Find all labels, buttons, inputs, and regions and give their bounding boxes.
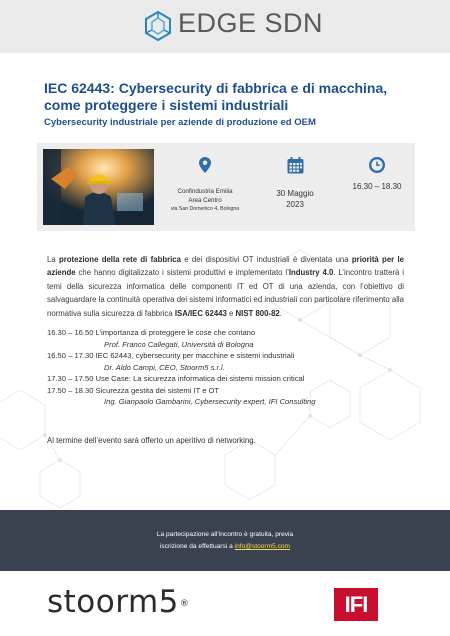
location-address: via San Domenico 4, Bologna xyxy=(170,206,240,212)
intro-paragraph xyxy=(47,253,404,320)
intro-bold: protezione della rete di fabbrica xyxy=(58,255,181,264)
intro-text: e dei dispositivi OT industriali è diventata una xyxy=(180,255,352,264)
registered-mark: ® xyxy=(179,599,190,609)
event-photo xyxy=(43,149,154,225)
industrial-worker-image xyxy=(43,149,154,225)
registration-note xyxy=(0,529,450,553)
time-range: 16.30 – 18.30 xyxy=(352,182,402,191)
registration-email-link[interactable]: info@stoorm5.com xyxy=(234,543,291,550)
event-date xyxy=(259,157,331,210)
agenda-slot: 16.50 – 17.30 IEC 62443, cybersecurity per macchine e sistemi industriali xyxy=(47,351,295,360)
location-pin-icon xyxy=(199,157,211,173)
agenda-speaker: Prof. Franco Callegati, Università di Bologna xyxy=(104,339,254,349)
agenda-speaker: Dr. Aldo Campi, CEO, Stoorm5 s.r.l. xyxy=(104,362,225,372)
intro-bold: ISA/IEC 62443 xyxy=(174,308,227,318)
event-time xyxy=(342,157,412,192)
edge-sdn-logo-icon xyxy=(145,11,171,41)
date-day-month: 30 Maggio xyxy=(276,189,314,198)
intro-bold: Industry 4.0 xyxy=(288,268,334,278)
event-location xyxy=(165,157,245,214)
agenda-slot: 17.30 – 17.50 Use Case: La sicurezza informatica dei sistemi mission critical xyxy=(47,374,305,383)
agenda-list xyxy=(47,327,407,408)
agenda-slot: 16.30 – 16.50 L’importanza di proteggere le cose che contano xyxy=(47,328,256,337)
date-year: 2023 xyxy=(286,200,304,209)
stoorm5-logo xyxy=(47,585,189,619)
intro-text: che hanno digitalizzato i sistemi produttivi e implementato l’ xyxy=(75,268,289,278)
page-title: IEC 62443: Cybersecurity di fabbrica e di macchina, come proteggere i sistemi industriali xyxy=(44,80,388,113)
agenda-speaker: Ing. Gianpaolo Gambarini, Cybersecurity expert, IFI Consulting xyxy=(104,397,316,406)
clock-icon xyxy=(369,157,385,173)
location-line-2: Area Centro xyxy=(188,197,222,204)
intro-bold: NIST 800-82 xyxy=(235,308,280,318)
stoorm5-wordmark: stoorm5 xyxy=(47,584,179,620)
brand-name: EDGE SDN xyxy=(178,8,324,38)
event-info-band xyxy=(37,143,415,231)
location-line-1: Confindustria Emilia xyxy=(177,188,233,195)
registration-line-2 xyxy=(0,541,450,553)
calendar-icon xyxy=(287,157,304,174)
header-band xyxy=(0,0,450,53)
agenda-slot: 17.50 – 18.30 Sicurezza gestita dei sistemi IT e OT xyxy=(47,385,220,395)
page-subtitle: Cybersecurity industriale per aziende di produzione ed OEM xyxy=(44,117,316,128)
ifi-logo: IFI xyxy=(334,588,378,621)
registration-prefix: iscrizione da effettuarsi a xyxy=(159,543,235,550)
intro-bold: priorità per le aziende xyxy=(47,255,404,278)
intro-text: La xyxy=(47,255,59,264)
intro-text: e xyxy=(226,308,236,318)
registration-line-1: La partecipazione all’incontro è gratuita, previa xyxy=(156,531,294,538)
intro-text: . xyxy=(279,308,282,318)
intro-text: . L’incontro tratterà i temi della sicurezza informatica delle componenti IT ed OT di una azienda, con l’obiettivo di salvaguardare la continuità operativa dei sistemi informatici ed industriali con particolare riferimento alla normativa sulla sicurezza di fabbrica xyxy=(47,268,404,318)
closing-note: Al termine dell’evento sarà offerto un aperitivo di networking. xyxy=(47,436,256,445)
